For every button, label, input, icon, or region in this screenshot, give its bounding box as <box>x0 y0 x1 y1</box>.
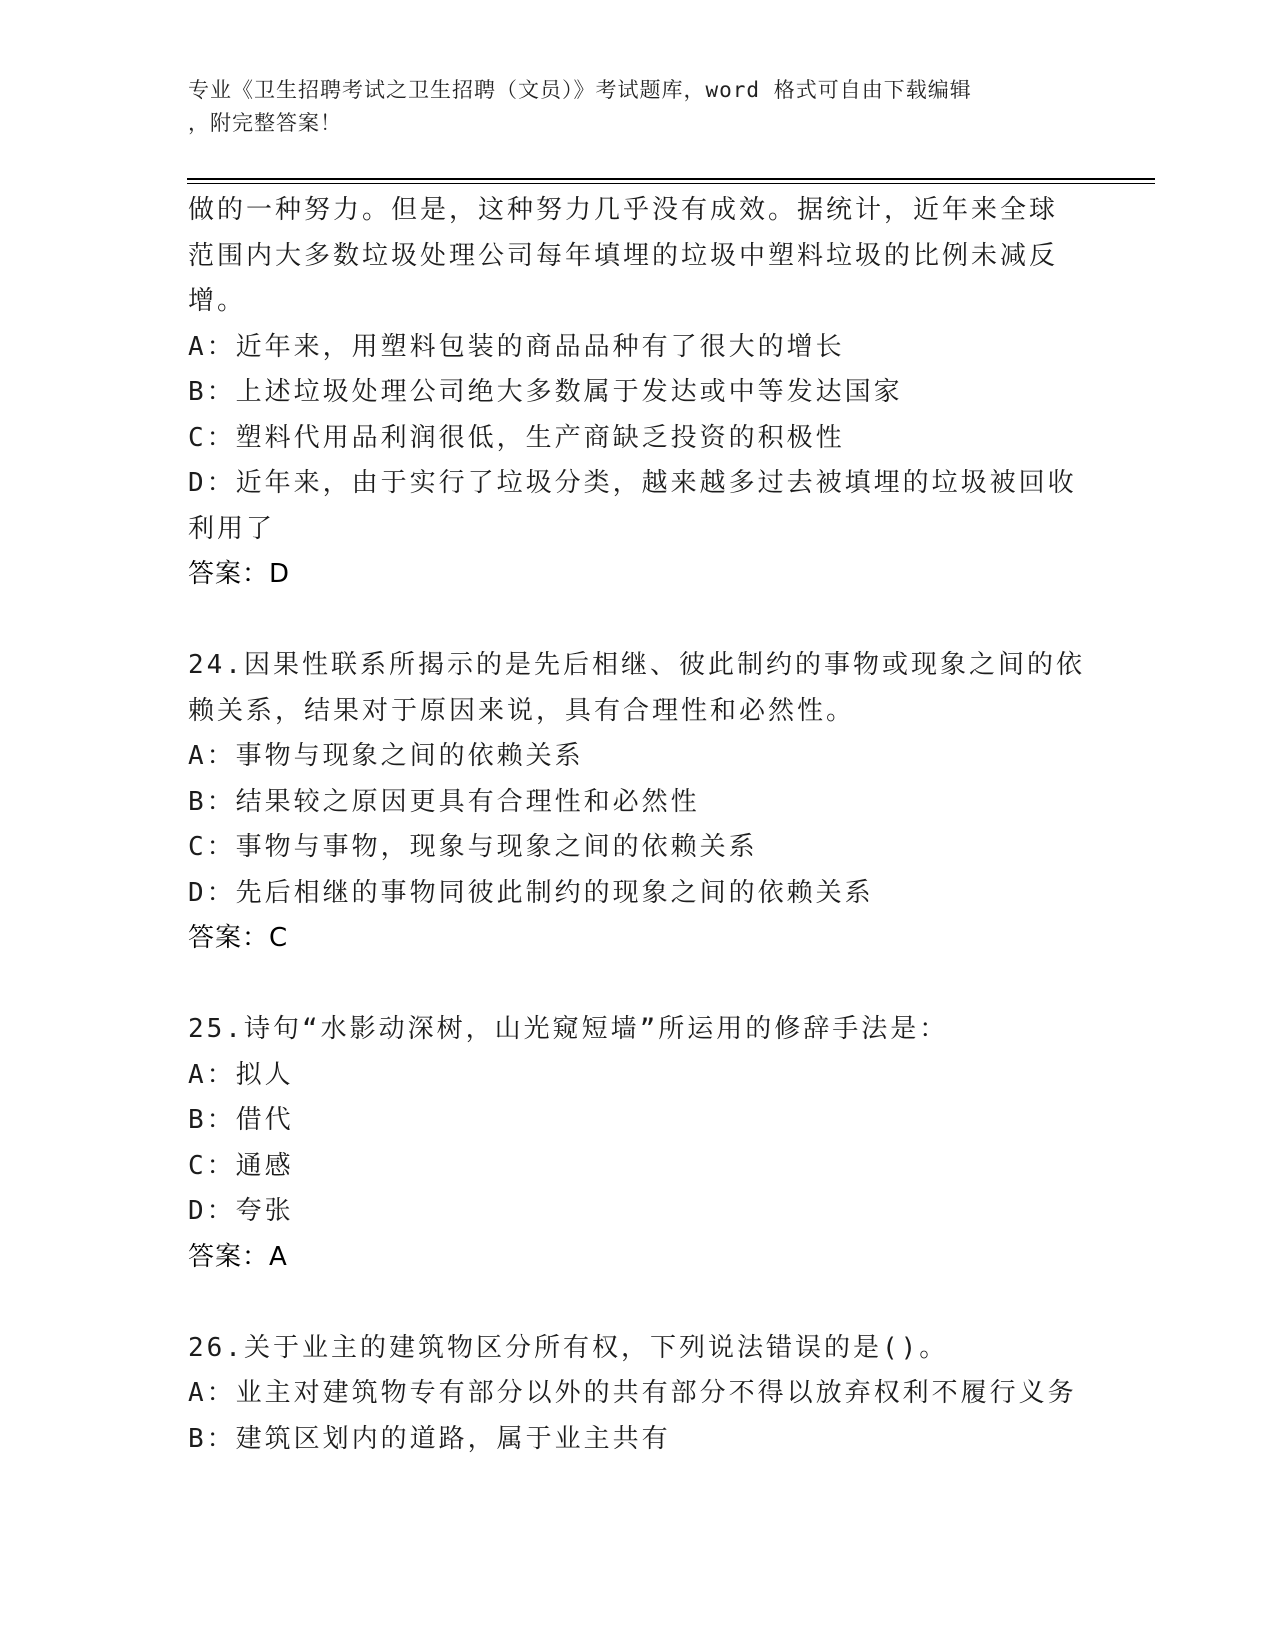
option-c: C：事物与事物，现象与现象之间的依赖关系 <box>188 832 758 862</box>
answer-label: 答案：C <box>188 923 289 953</box>
option-c: C：通感 <box>188 1150 294 1181</box>
option-d-continued: 利用了 <box>188 513 276 544</box>
option-d: D：先后相继的事物同彼此制约的现象之间的依赖关系 <box>188 877 874 908</box>
question-stem-line: 增。 <box>188 286 247 316</box>
option-b: B：上述垃圾处理公司绝大多数属于发达或中等发达国家 <box>188 377 903 407</box>
question-stem-line: 做的一种努力。但是，这种努力几乎没有成效。据统计，近年来全球 <box>188 195 1059 225</box>
question-26 <box>188 1326 1088 1463</box>
option-a: A：近年来，用塑料包装的商品品种有了很大的增长 <box>188 331 845 362</box>
question-25 <box>188 1007 1088 1280</box>
question-stem-line: 范围内大多数垃圾处理公司每年填埋的垃圾中塑料垃圾的比例未减反 <box>188 240 1059 271</box>
question-stem-line: 25.诗句“水影动深树，山光窥短墙”所运用的修辞手法是： <box>188 1014 949 1044</box>
answer-label: 答案：A <box>188 1241 288 1272</box>
option-b: B：建筑区划内的道路，属于业主共有 <box>188 1423 671 1454</box>
question-continued <box>188 188 1088 598</box>
header-line-2: ，附完整答案！ <box>188 111 342 135</box>
question-24 <box>188 643 1088 962</box>
header-line-1: 专业《卫生招聘考试之卫生招聘（文员）》考试题库，word 格式可自由下载编辑 <box>188 78 972 102</box>
option-d: D：夸张 <box>188 1196 294 1226</box>
option-d: D：近年来，由于实行了垃圾分类，越来越多过去被填埋的垃圾被回收 <box>188 468 1077 498</box>
question-stem-line: 26.关于业主的建筑物区分所有权，下列说法错误的是()。 <box>188 1332 949 1363</box>
question-stem-line: 赖关系，结果对于原因来说，具有合理性和必然性。 <box>188 695 856 726</box>
option-b: B：借代 <box>188 1105 294 1135</box>
question-stem-line: 24.因果性联系所揭示的是先后相继、彼此制约的事物或现象之间的依 <box>188 650 1085 680</box>
option-a: A：事物与现象之间的依赖关系 <box>188 741 584 771</box>
answer-label: 答案：D <box>188 559 291 589</box>
document-header <box>188 74 1068 140</box>
header-rule-thin <box>187 183 1155 184</box>
question-body <box>188 188 1088 1462</box>
option-b: B：结果较之原因更具有合理性和必然性 <box>188 786 700 817</box>
option-a: A：业主对建筑物专有部分以外的共有部分不得以放弃权利不履行义务 <box>188 1378 1077 1408</box>
option-a: A：拟人 <box>188 1059 294 1090</box>
header-rule-thick <box>187 178 1155 180</box>
option-c: C：塑料代用品利润很低，生产商缺乏投资的积极性 <box>188 422 845 453</box>
